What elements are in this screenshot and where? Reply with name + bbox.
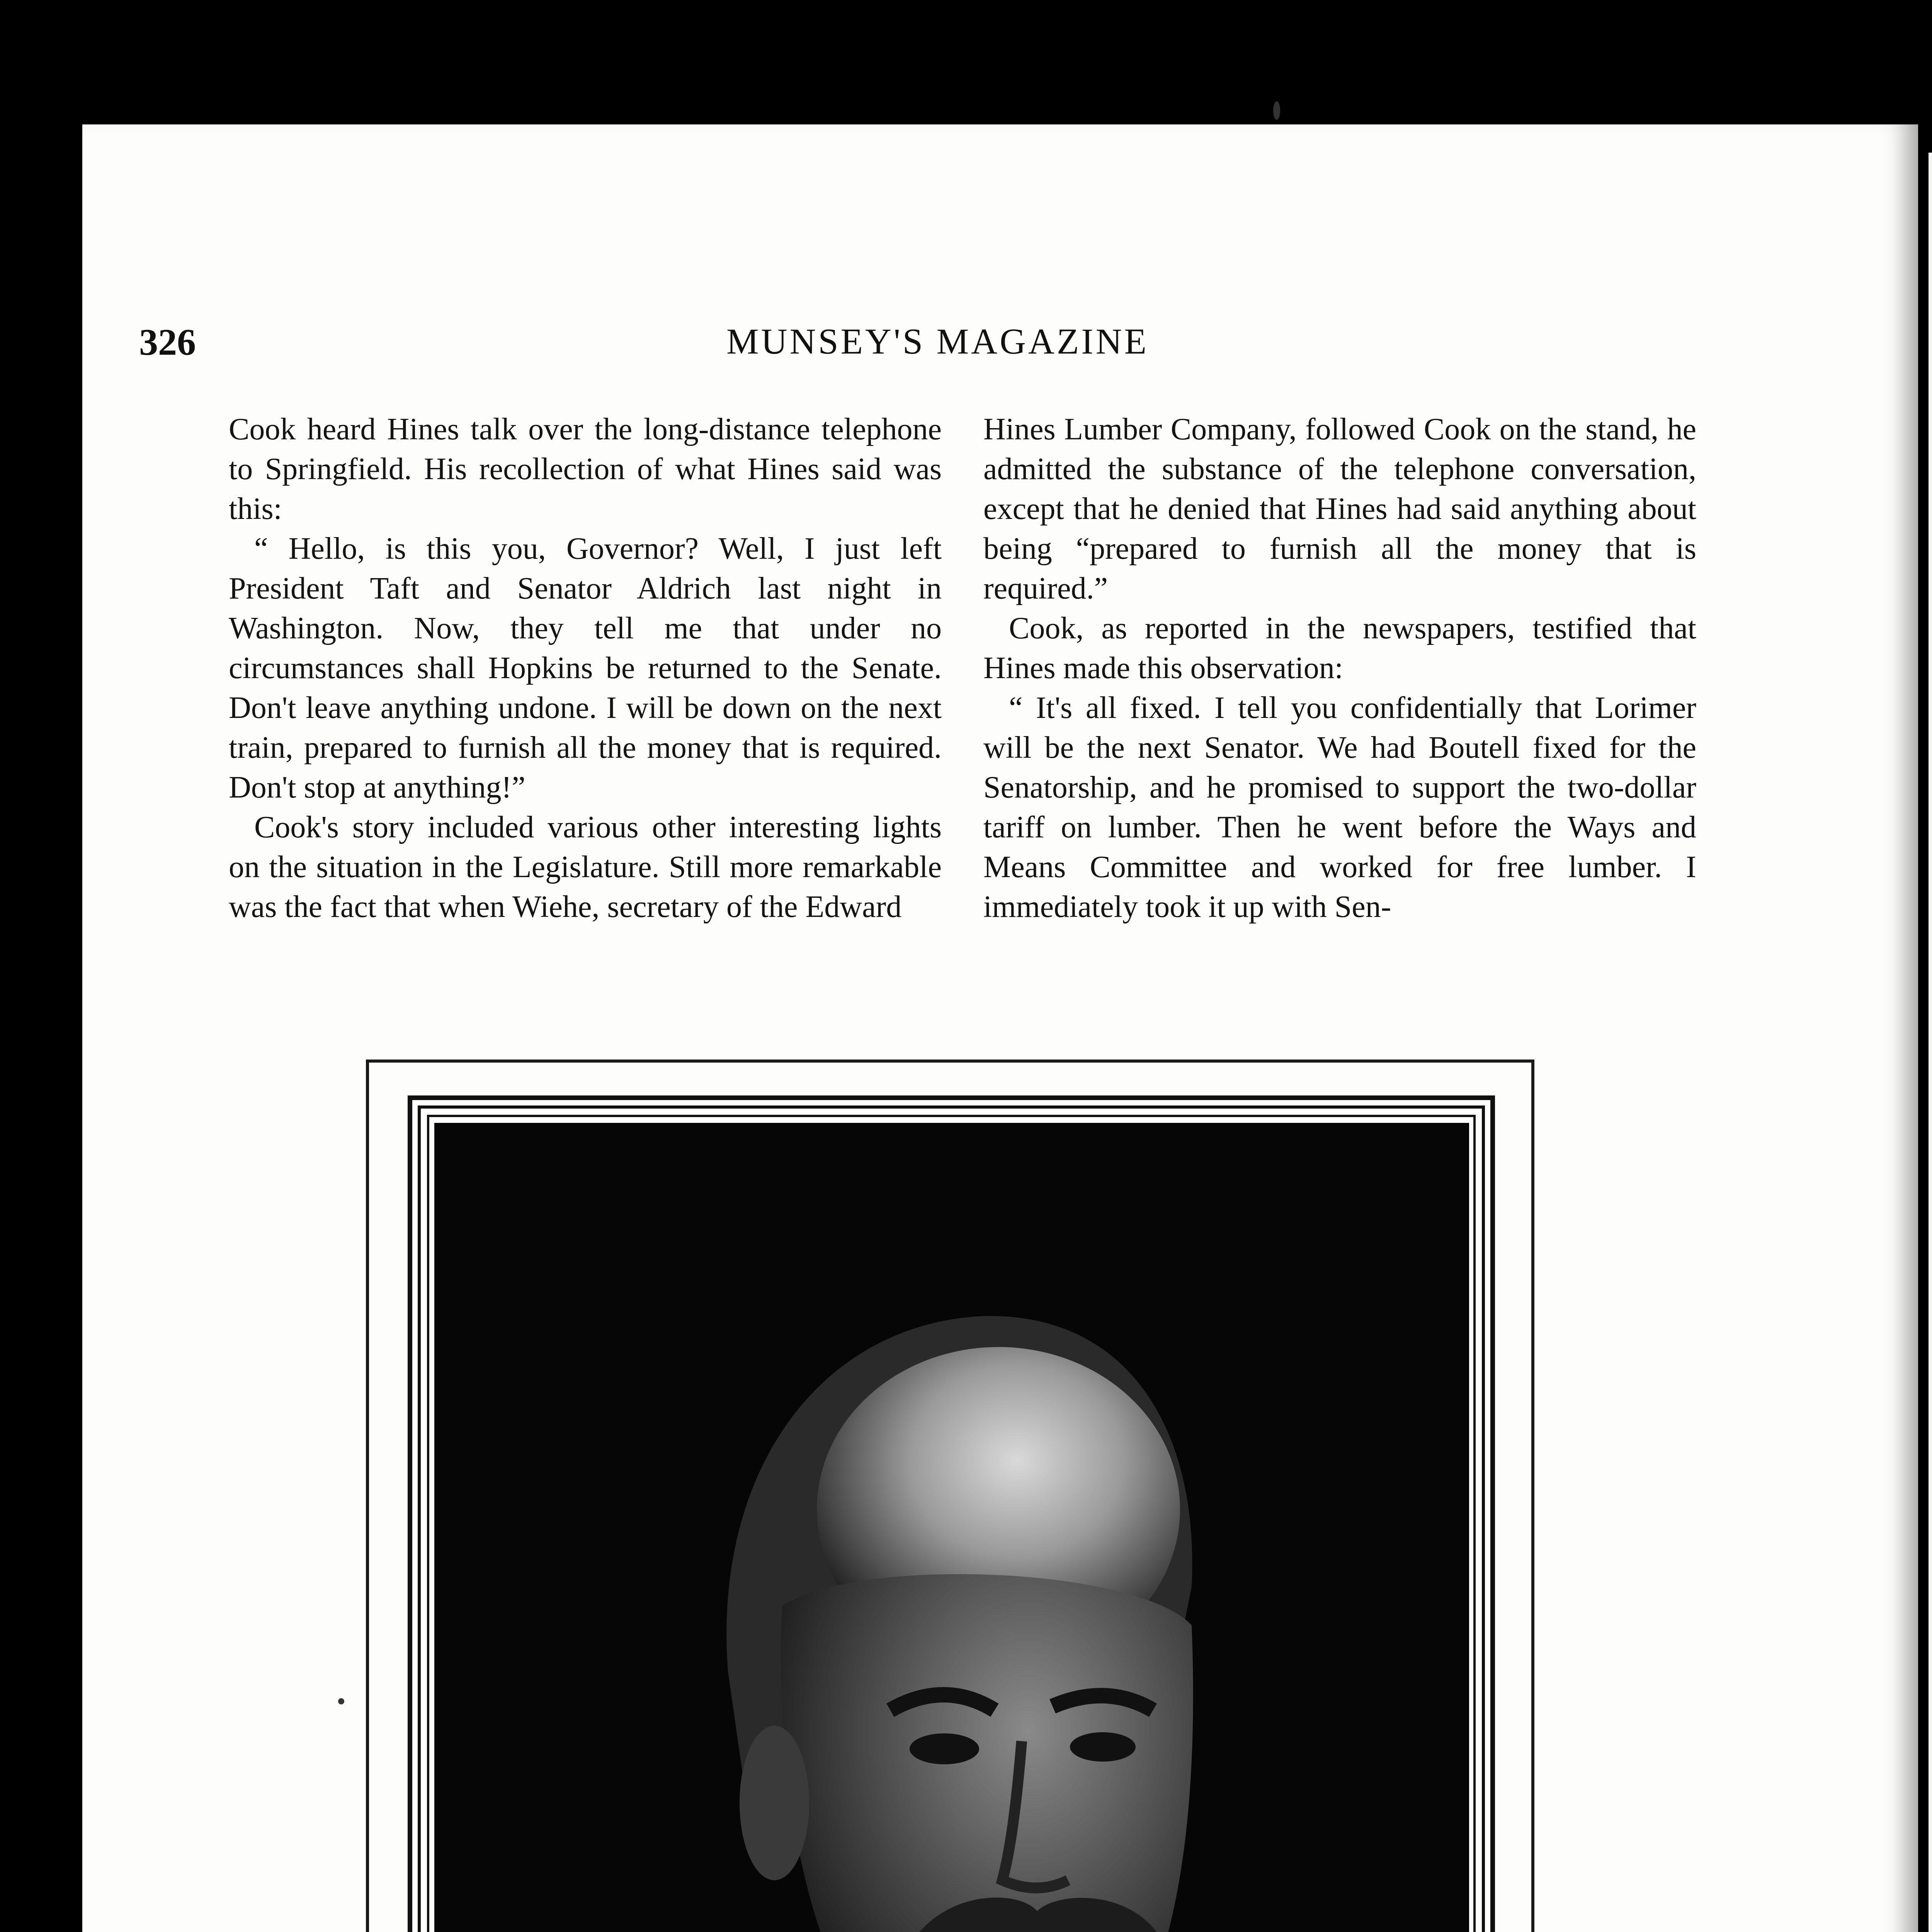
paragraph: Cook heard Hines talk over the long-distance telephone to Springfield. His recollection of what Hines said was this: <box>229 412 942 526</box>
scan-speck <box>338 1698 344 1704</box>
page-number: 326 <box>139 321 196 363</box>
paragraph: Hines Lumber Company, followed Cook on the stand, he admitted the substance of the telephone conversation, except that he denied that Hines had said anything about being “prepared to furnish all the money that is required.” <box>983 412 1696 605</box>
portrait-illustration <box>434 1123 1469 1932</box>
scan-speck <box>1273 101 1280 120</box>
paragraph: Cook, as reported in the newspapers, testified that Hines made this observation: <box>983 611 1696 685</box>
running-title: MUNSEY'S MAGAZINE <box>726 321 1149 362</box>
portrait-photo <box>434 1123 1469 1932</box>
article-column-right <box>983 410 1696 927</box>
paragraph: “ It's all fixed. I tell you confidentially that Lorimer will be the next Senator. We had Boutell fixed for the Senatorship, and he promised to support the two-dollar tariff on lumber. Then he went before the Ways and Means Committee and worked for free lumber. I immediately took it up with Sen- <box>983 691 1696 924</box>
facing-page-edge <box>1918 153 1932 1932</box>
article-column-left <box>229 410 942 927</box>
paragraph: Cook's story included various other interesting lights on the situation in the Legislature. Still more remarkable was the fact that when Wiehe, secretary of the Edward <box>229 810 942 924</box>
paragraph: “ Hello, is this you, Governor? Well, I just left President Taft and Senator Aldrich last night in Washington. Now, they tell me that under no circumstances shall Hopkins be returned to the Senate. Don't leave anything undone. I will be down on the next train, prepared to furnish all the money that is required. Don't stop at anything!” <box>229 532 942 804</box>
